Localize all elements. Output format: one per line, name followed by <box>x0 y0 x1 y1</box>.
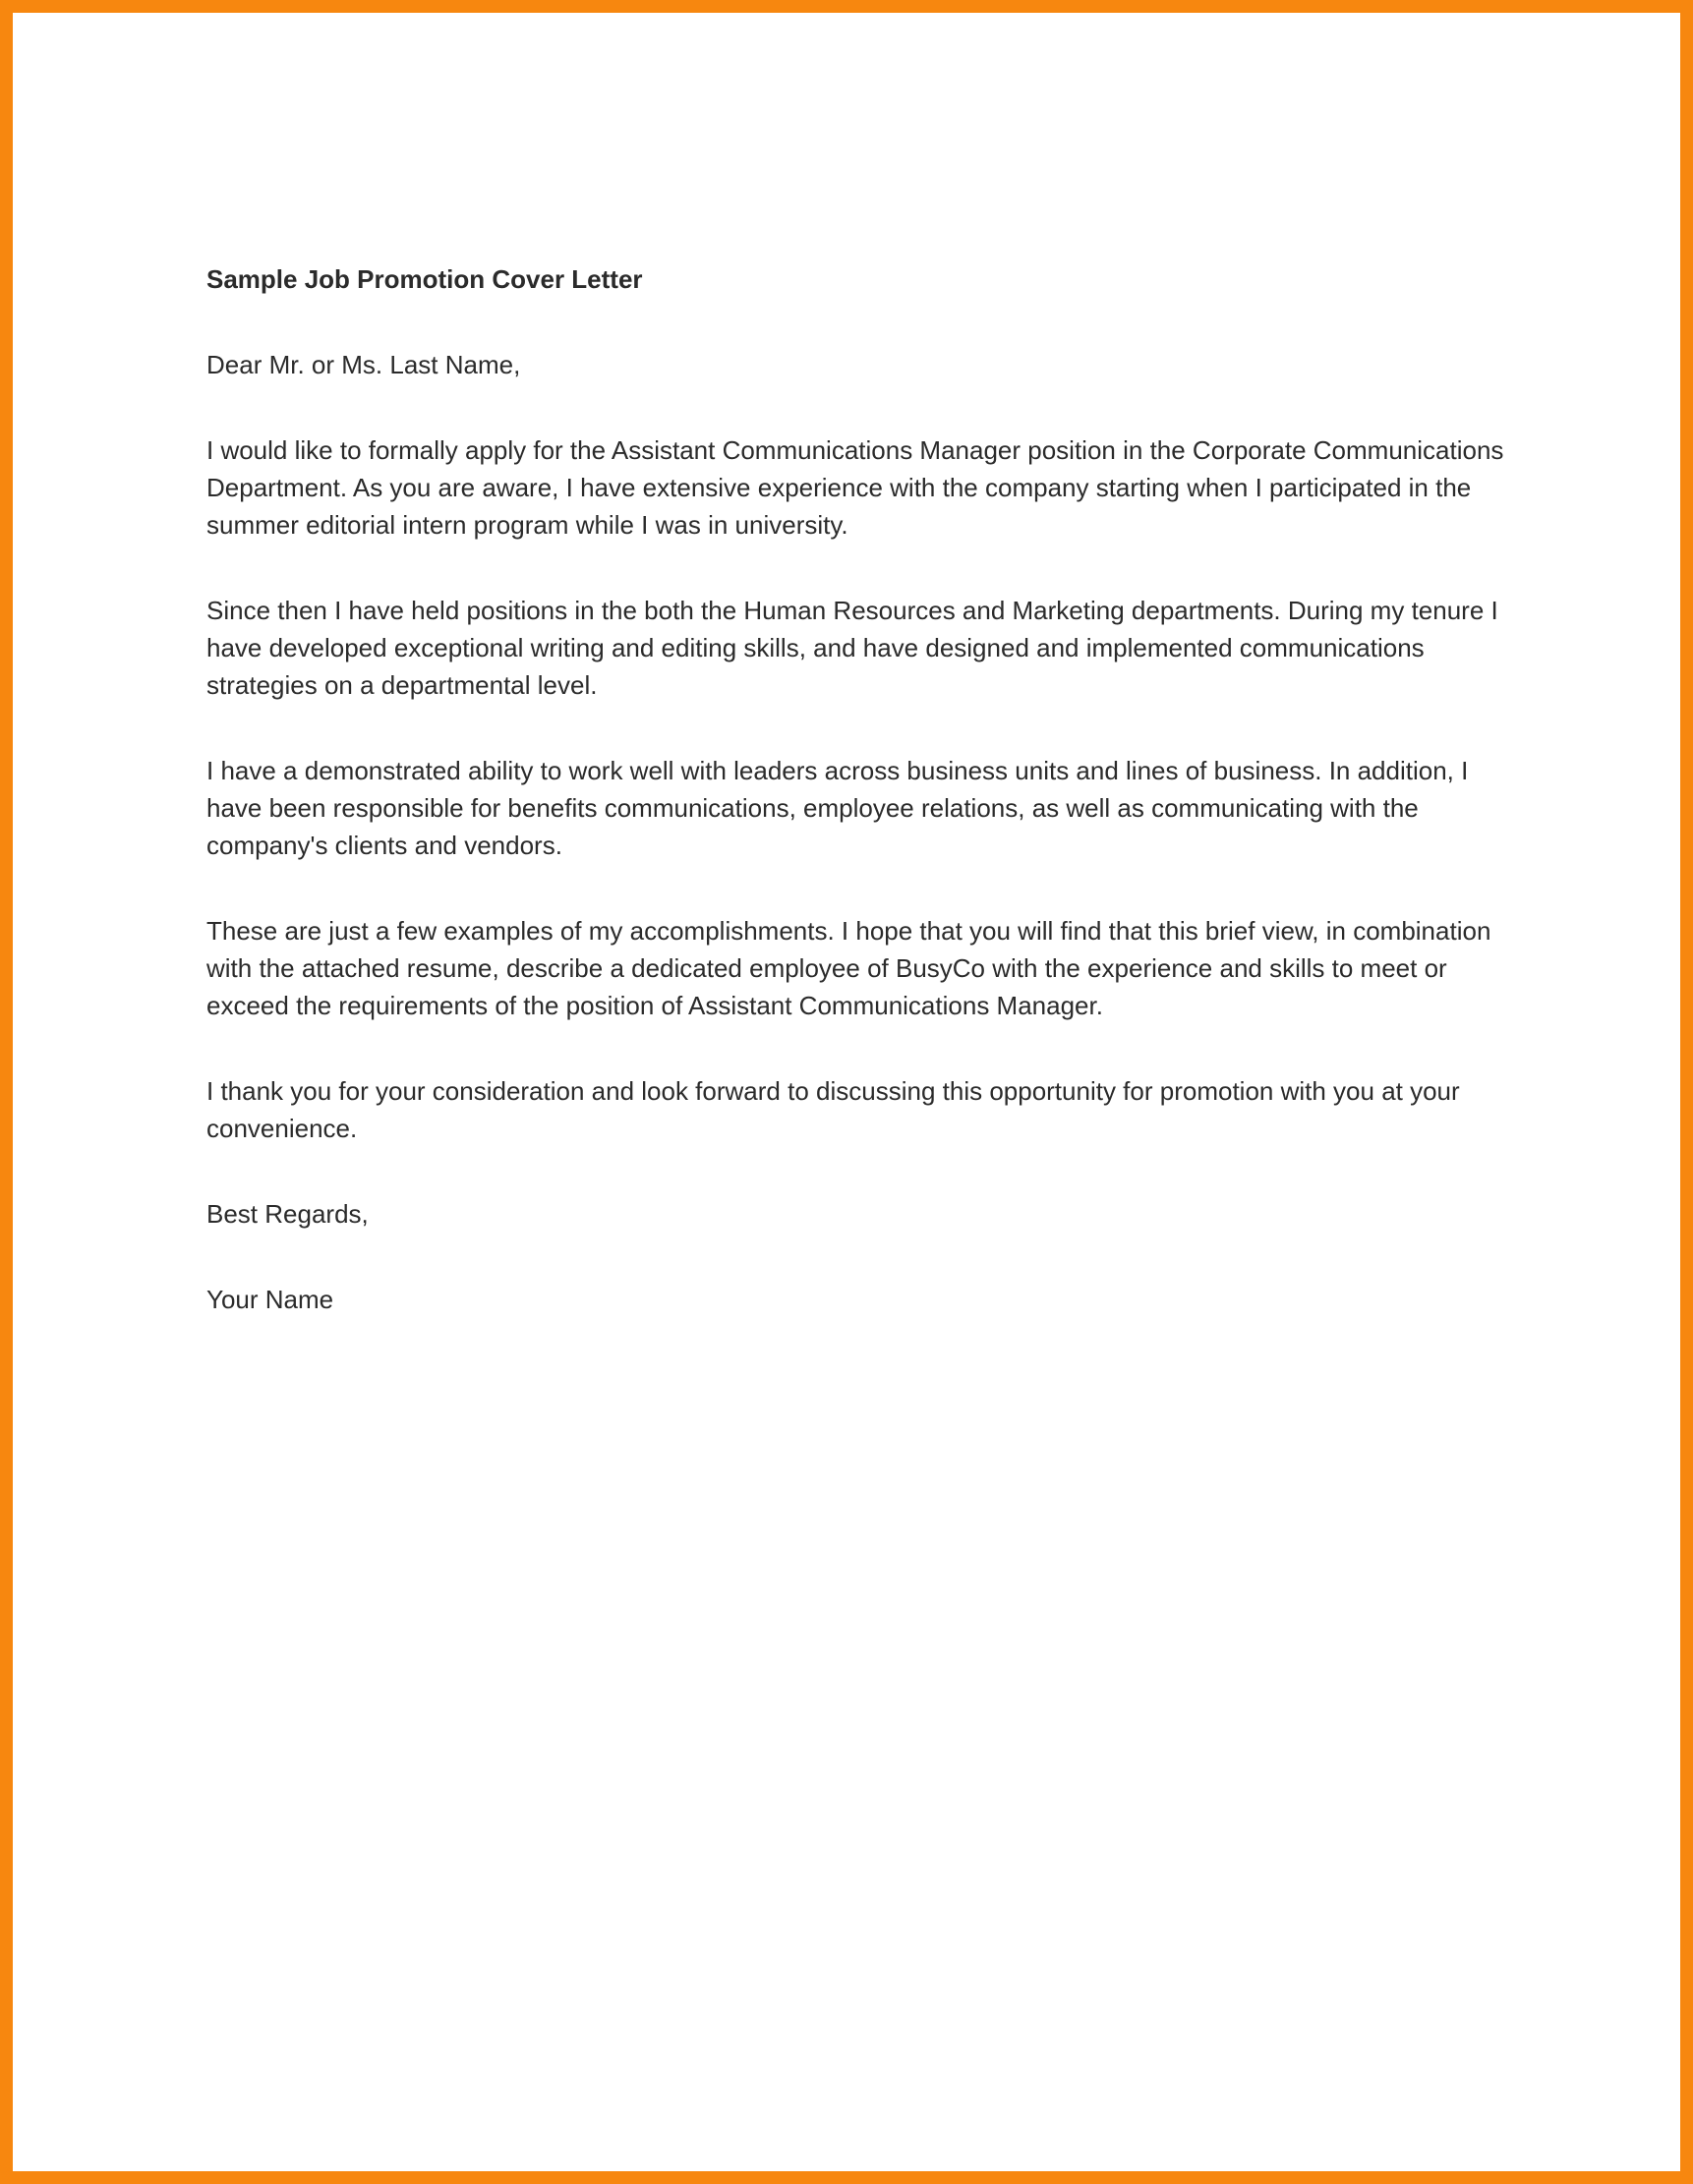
signature: Your Name <box>206 1285 334 1314</box>
salutation: Dear Mr. or Ms. Last Name, <box>206 350 521 379</box>
body-paragraph-4: These are just a few examples of my accomplishments. I hope that you will find that this brief view, in combination with the attached resume, describe a dedicated employee of BusyCo with the experience and skills to meet or exceed the requirements of the position of Assistant Communications Manager. <box>206 916 1491 1020</box>
letter-title: Sample Job Promotion Cover Letter <box>206 264 643 294</box>
body-paragraph-2: Since then I have held positions in the both the Human Resources and Marketing departments. During my tenure I have developed exceptional writing and editing skills, and have designed and implemented communications strategies on a departmental level. <box>206 596 1498 700</box>
body-paragraph-1: I would like to formally apply for the Assistant Communications Manager position in the Corporate Communications Department. As you are aware, I have extensive experience with the company starting when I participated in the summer editorial intern program while I was in university. <box>206 435 1504 540</box>
body-paragraph-5: I thank you for your consideration and look forward to discussing this opportunity for promotion with you at your convenience. <box>206 1076 1460 1143</box>
cover-letter <box>206 260 1524 1318</box>
body-paragraph-3: I have a demonstrated ability to work well with leaders across business units and lines of business. In addition, I have been responsible for benefits communications, employee relations, as well as communicating with the company's clients and vendors. <box>206 756 1469 860</box>
closing: Best Regards, <box>206 1199 369 1229</box>
